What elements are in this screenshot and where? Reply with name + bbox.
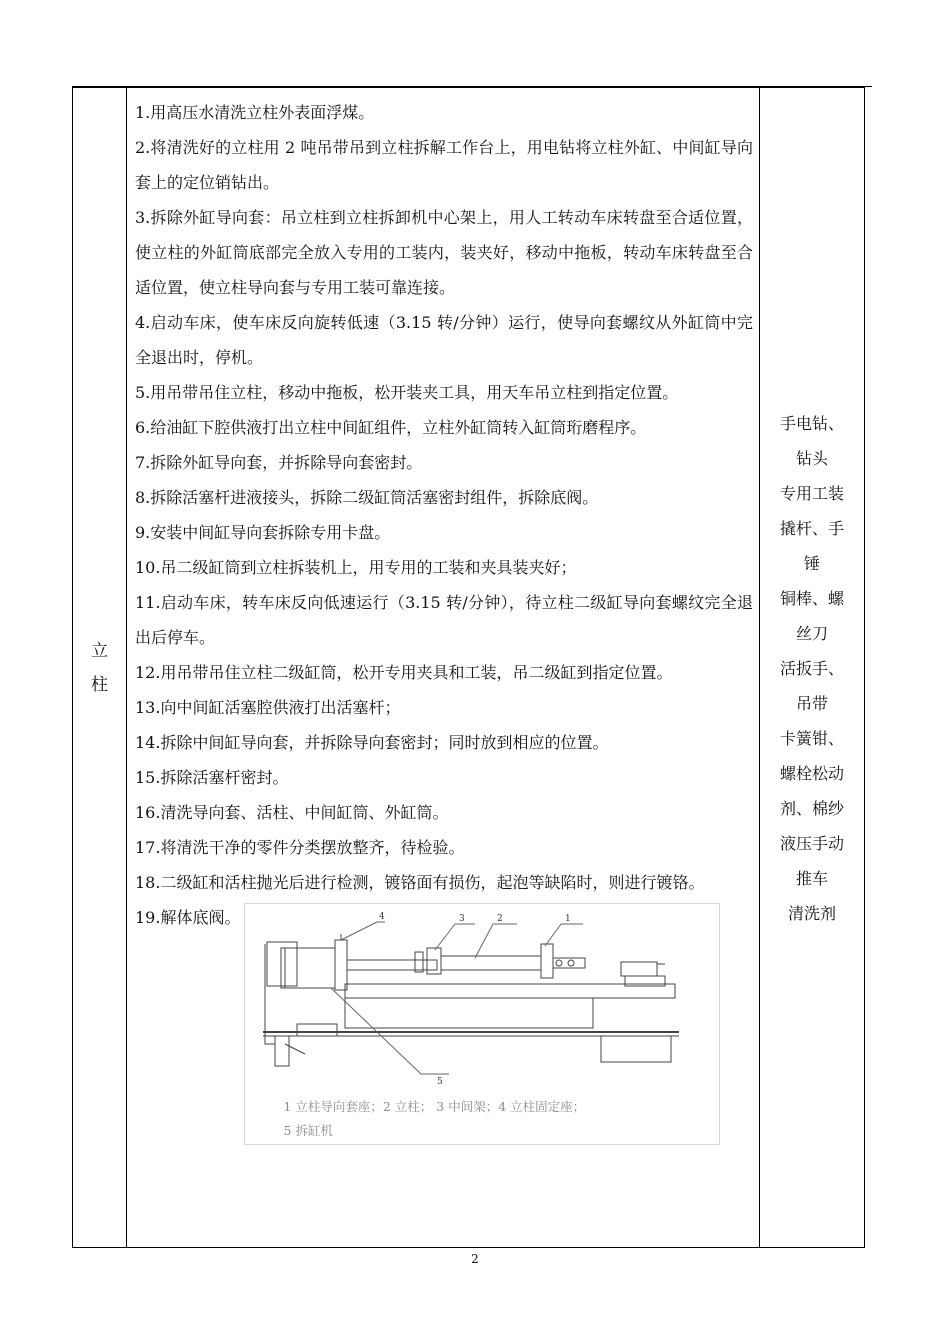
tool-item: 活扳手、 (779, 659, 844, 678)
figure-label: 3 (459, 914, 466, 924)
figure-label: 2 (497, 914, 504, 924)
tools-list (760, 88, 864, 931)
step-item: 4.启动车床，使车床反向旋转低速（3.15 转/分钟）运行，使导向套螺纹从外缸筒中完全退出时，停机。 (135, 313, 753, 367)
tool-item: 锤 (803, 554, 820, 573)
tool-item: 吊带 (795, 694, 828, 713)
tool-item: 专用工装 (779, 484, 844, 503)
tool-item: 螺栓松动 (779, 764, 844, 783)
component-name-char: 柱 (91, 674, 108, 695)
step-item-text: 19.解体底阀。 (135, 908, 241, 927)
machine-figure (244, 903, 720, 1145)
step-item-last (135, 900, 753, 1145)
component-name-cell (73, 88, 127, 1248)
tailstock (621, 962, 657, 976)
step-item: 15.拆除活塞杆密封。 (135, 768, 289, 787)
step-item: 5.用吊带吊住立柱，移动中拖板，松开装夹工具，用天车吊立柱到指定位置。 (135, 383, 679, 402)
step-item: 12.用吊带吊住立柱二级缸筒，松开专用夹具和工装，吊二级缸到指定位置。 (135, 663, 673, 682)
tool-item: 撬杆、手 (779, 519, 844, 538)
steps-cell (127, 88, 760, 1248)
step-item: 13.向中间缸活塞腔供液打出活塞杆； (135, 698, 401, 717)
step-item: 8.拆除活塞杆进液接头，拆除二级缸筒活塞密封组件，拆除底阀。 (135, 488, 599, 507)
step-item: 16.清洗导向套、活柱、中间缸筒、外缸筒。 (135, 803, 449, 822)
tool-item: 手电钻、 (779, 414, 844, 433)
step-item: 2.将清洗好的立柱用 2 吨吊带吊到立柱拆解工作台上，用电钻将立柱外缸、中间缸导向套上的定位销钻出。 (135, 138, 753, 192)
step-item: 9.安装中间缸导向套拆除专用卡盘。 (135, 523, 391, 542)
tool-item: 卡簧钳、 (779, 729, 844, 748)
fixed-seat-body (281, 948, 335, 988)
step-item: 14.拆除中间缸导向套，并拆除导向套密封；同时放到相应的位置。 (135, 733, 609, 752)
figure-label: 1 (565, 914, 572, 924)
tool-item: 推车 (795, 869, 828, 888)
figure-label: 4 (379, 912, 386, 922)
step-item: 10.吊二级缸筒到立柱拆装机上，用专用的工装和夹具装夹好； (135, 558, 577, 577)
tool-item: 钻头 (795, 449, 828, 468)
table-row (73, 88, 865, 1248)
step-item: 3.拆除外缸导向套：吊立柱到立柱拆卸机中心架上，用人工转动车床转盘至合适位置，使立柱的外缸筒底部完全放入专用的工装内，装夹好，移动中拖板，转动车床转盘至合适位置，使立柱导向套与专用工装可靠连接。 (135, 208, 753, 297)
component-name-char: 立 (91, 640, 108, 661)
procedure-table (72, 87, 865, 1248)
lathe-bed-body (345, 998, 593, 1028)
component-name (73, 634, 126, 702)
guide-sleeve-seat (541, 944, 553, 978)
tool-item: 剂、棉纱 (779, 799, 844, 818)
tool-item: 清洗剂 (787, 904, 836, 923)
steps-list (127, 88, 759, 1145)
page-number: 2 (471, 1252, 479, 1266)
figure-label: 5 (437, 1077, 444, 1087)
step-item: 18.二级缸和活柱抛光后进行检测，镀铬面有损伤，起泡等缺陷时，则进行镀铬。 (135, 873, 705, 892)
tool-item: 丝刀 (795, 624, 828, 643)
tools-cell (760, 88, 865, 1248)
right-leg (601, 1036, 671, 1062)
column-body (441, 956, 541, 970)
step-item: 1.用高压水清洗立柱外表面浮煤。 (135, 103, 375, 122)
left-leg (275, 1036, 289, 1066)
step-item: 6.给油缸下腔供液打出立柱中间缸组件，立柱外缸筒转入缸筒珩磨程序。 (135, 418, 647, 437)
fixed-seat-shape (267, 942, 297, 986)
step-item: 17.将清洗干净的零件分类摆放整齐，待检验。 (135, 838, 465, 857)
step-item: 11.启动车床，转车床反向低速运行（3.15 转/分钟），待立柱二级缸导向套螺纹完全退出后停车。 (135, 593, 753, 647)
tool-item: 铜棒、螺 (779, 589, 844, 608)
figure-caption-line1: 1 立柱导向套座；2 立柱； 3 中间架；4 立柱固定座； (283, 1099, 586, 1114)
tool-item: 液压手动 (779, 834, 844, 853)
figure-caption-line2: 5 拆缸机 (283, 1123, 333, 1138)
step-item: 7.拆除外缸导向套，并拆除导向套密封。 (135, 453, 423, 472)
chuck-plate (335, 940, 347, 990)
